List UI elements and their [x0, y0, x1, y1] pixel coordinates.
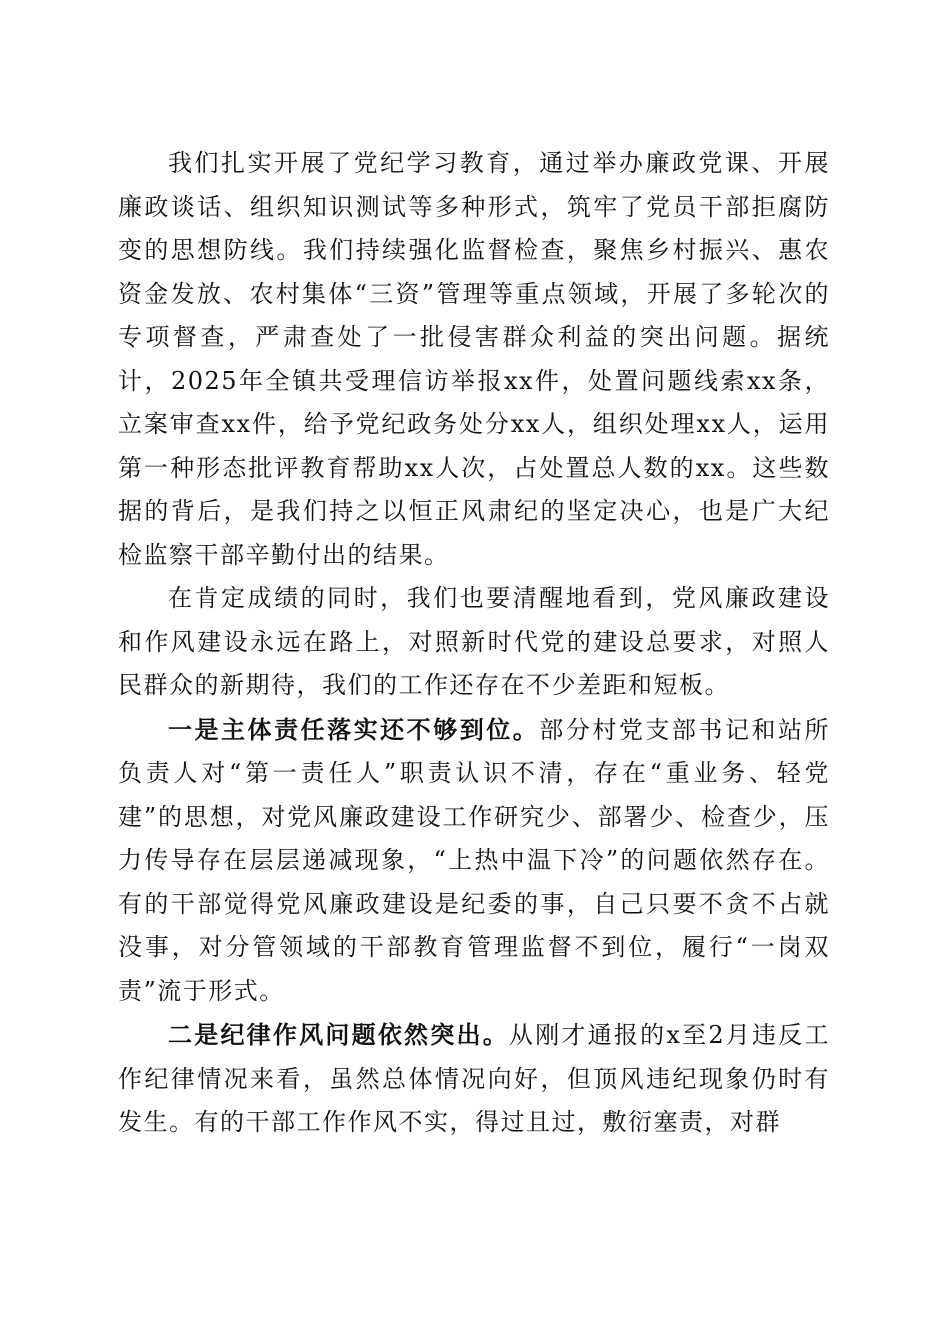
paragraph-shortcomings-intro [118, 577, 830, 708]
paragraph-text: 从刚才通报的x至2月违反工作纪律情况来看，虽然总体情况向好，但顶风违纪现象仍时有发生。有的干部工作作风不实，得过且过，敷衍塞责，对群 [118, 1021, 831, 1136]
paragraph-issue-two [118, 1013, 830, 1145]
paragraph-issue-one [118, 708, 830, 1014]
paragraph-lead-heading: 一是主体责任落实还不够到位。 [168, 714, 540, 744]
paragraph-text: 在肯定成绩的同时，我们也要清醒地看到，党风廉政建设和作风建设永远在路上，对照新时代党的建设总要求，对照人民群众的新期待，我们的工作还存在不少差距和短板。 [118, 584, 830, 699]
paragraph-lead-heading: 二是纪律作风问题依然突出。 [168, 1020, 509, 1049]
document-body [118, 142, 830, 1145]
paragraph-achievements [118, 142, 830, 577]
paragraph-text: 部分村党支部书记和站所负责人对“第一责任人”职责认识不清，存在“重业务、轻党建”的思想，对党风廉政建设工作研究少、部署少、检查少，压力传导存在层层递减现象，“上热中温下冷”的问题依然存在。有的干部觉得党风廉政建设是纪委的事，自己只要不贪不占就没事，对分管领域的干部教育管理监督不到位，履行“一岗双责”流于形式。 [118, 715, 831, 1005]
paragraph-text: 我们扎实开展了党纪学习教育，通过举办廉政党课、开展廉政谈话、组织知识测试等多种形式，筑牢了党员干部拒腐防变的思想防线。我们持续强化监督检查，聚焦乡村振兴、惠农资金发放、农村集体“三资”管理等重点领域，开展了多轮次的专项督查，严肃查处了一批侵害群众利益的突出问题。据统计，2025年全镇共受理信访举报xx件，处置问题线索xx条，立案审查xx件，给予党纪政务处分xx人，组织处理xx人，运用第一种形态批评教育帮助xx人次，占处置总人数的xx。这些数据的背后，是我们持之以恒正风肃纪的坚定决心，也是广大纪检监察干部辛勤付出的结果。 [118, 149, 830, 569]
